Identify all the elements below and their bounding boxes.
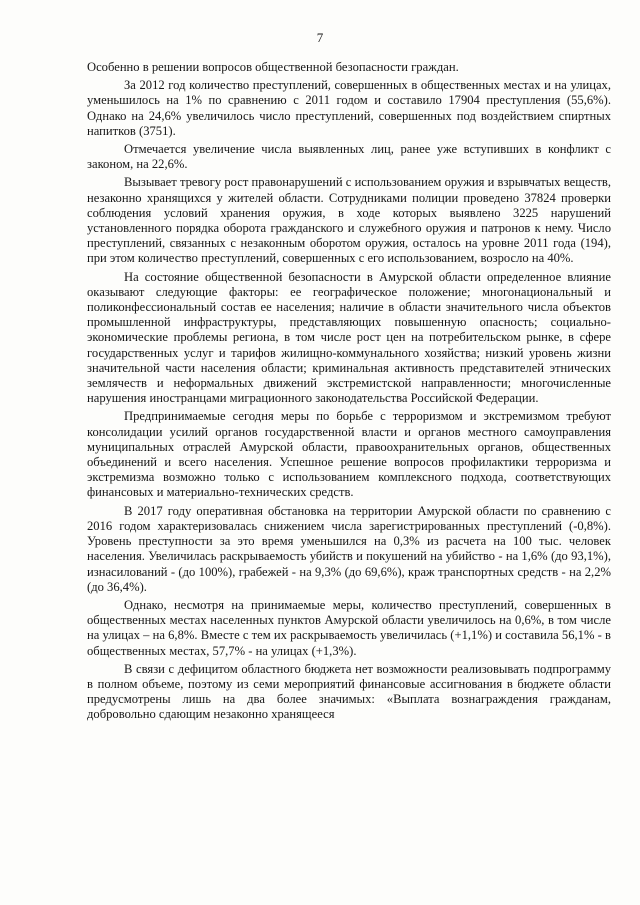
paragraph-1: Особенно в решении вопросов общественной безопасности граждан. [87, 60, 459, 74]
page-number: 7 [316, 30, 324, 45]
paragraph-4: Вызывает тревогу рост правонарушений с использованием оружия и взрывчатых веществ, незаконно хранящихся у жителей области. Сотрудниками полиции проведено 37824 проверки соблюдения условий хранения оружия, в ходе которых выявлено 3225 нарушений установленного порядка оборота гражданского и служебного оружия и патронов к нему. Число преступлений, связанных с незаконным оборотом оружия, осталось на уровне 2011 года (194), при этом количество преступлений, совершенных с его использованием, возросло на 40%. [87, 175, 611, 266]
paragraph-7: В 2017 году оперативная обстановка на территории Амурской области по сравнению с 2016 годом характеризовалась снижением числа зарегистрированных преступлений (-0,8%). Уровень преступности за это время уменьшился на 0,3% из расчета на 100 тыс. человек населения. Увеличилась раскрываемость убийств и покушений на убийство - на 1,6% (до 93,1%), изнасилований - (до 100%), грабежей - на 9,3% (до 69,6%), краж транспортных средств - на 2,2% (до 36,4%). [87, 503, 611, 594]
paragraph-5: На состояние общественной безопасности в Амурской области определенное влияние оказывают следующие факторы: ее географическое положение; многонациональный и поликонфессиональный состав ее населения; наличие в области значительного числа объектов промышленной инфраструктуры, представляющих повышенную опасность; социально-экономические проблемы региона, в том числе рост цен на потребительском рынке, в сфере государственных услуг и тарифов жилищно-коммунального хозяйства; низкий уровень жизни значительной части населения области; криминальная активность представителей этнических землячеств и неформальных движений экстремистской направленности; многочисленные нарушения иностранцами миграционного законодательства Российской Федерации. [87, 269, 611, 406]
paragraph-9: В связи с дефицитом областного бюджета нет возможности реализовывать подпрограмму в полном объеме, поэтому из семи мероприятий финансовые ассигнования в бюджете области предусмотрены лишь на два более значимых: «Выплата вознаграждения гражданам, добровольно сдающим незаконно хранящееся [87, 661, 611, 722]
paragraph-3: Отмечается увеличение числа выявленных лиц, ранее уже вступивших в конфликт с законом, на 22,6%. [87, 142, 611, 172]
paragraph-6: Предпринимаемые сегодня меры по борьбе с терроризмом и экстремизмом требуют консолидации усилий органов государственной власти и органов местного самоуправления муниципальных отраслей Амурской области, правоохранительных органов, общественных объединений и всего населения. Успешное решение вопросов профилактики терроризма и экстремизма возможно только с использованием комплексного подхода, соответствующих финансовых и материально-технических средств. [87, 409, 611, 500]
paragraph-2: За 2012 год количество преступлений, совершенных в общественных местах и на улицах, уменьшилось на 1% по сравнению с 2011 годом и составило 17904 преступления (55,6%). Однако на 24,6% увеличилось число преступлений, совершенных под воздействием спиртных напитков (3751). [87, 78, 611, 138]
document-body [87, 60, 611, 723]
paragraph-8: Однако, несмотря на принимаемые меры, количество преступлений, совершенных в общественных местах населенных пунктов Амурской области увеличилось на 0,6%, в том числе на улицах – на 6,8%. Вместе с тем их раскрываемость увеличилась (+1,1%) и составила 56,1% - в общественных местах, 57,7% - на улицах (+1,3%). [87, 597, 611, 658]
